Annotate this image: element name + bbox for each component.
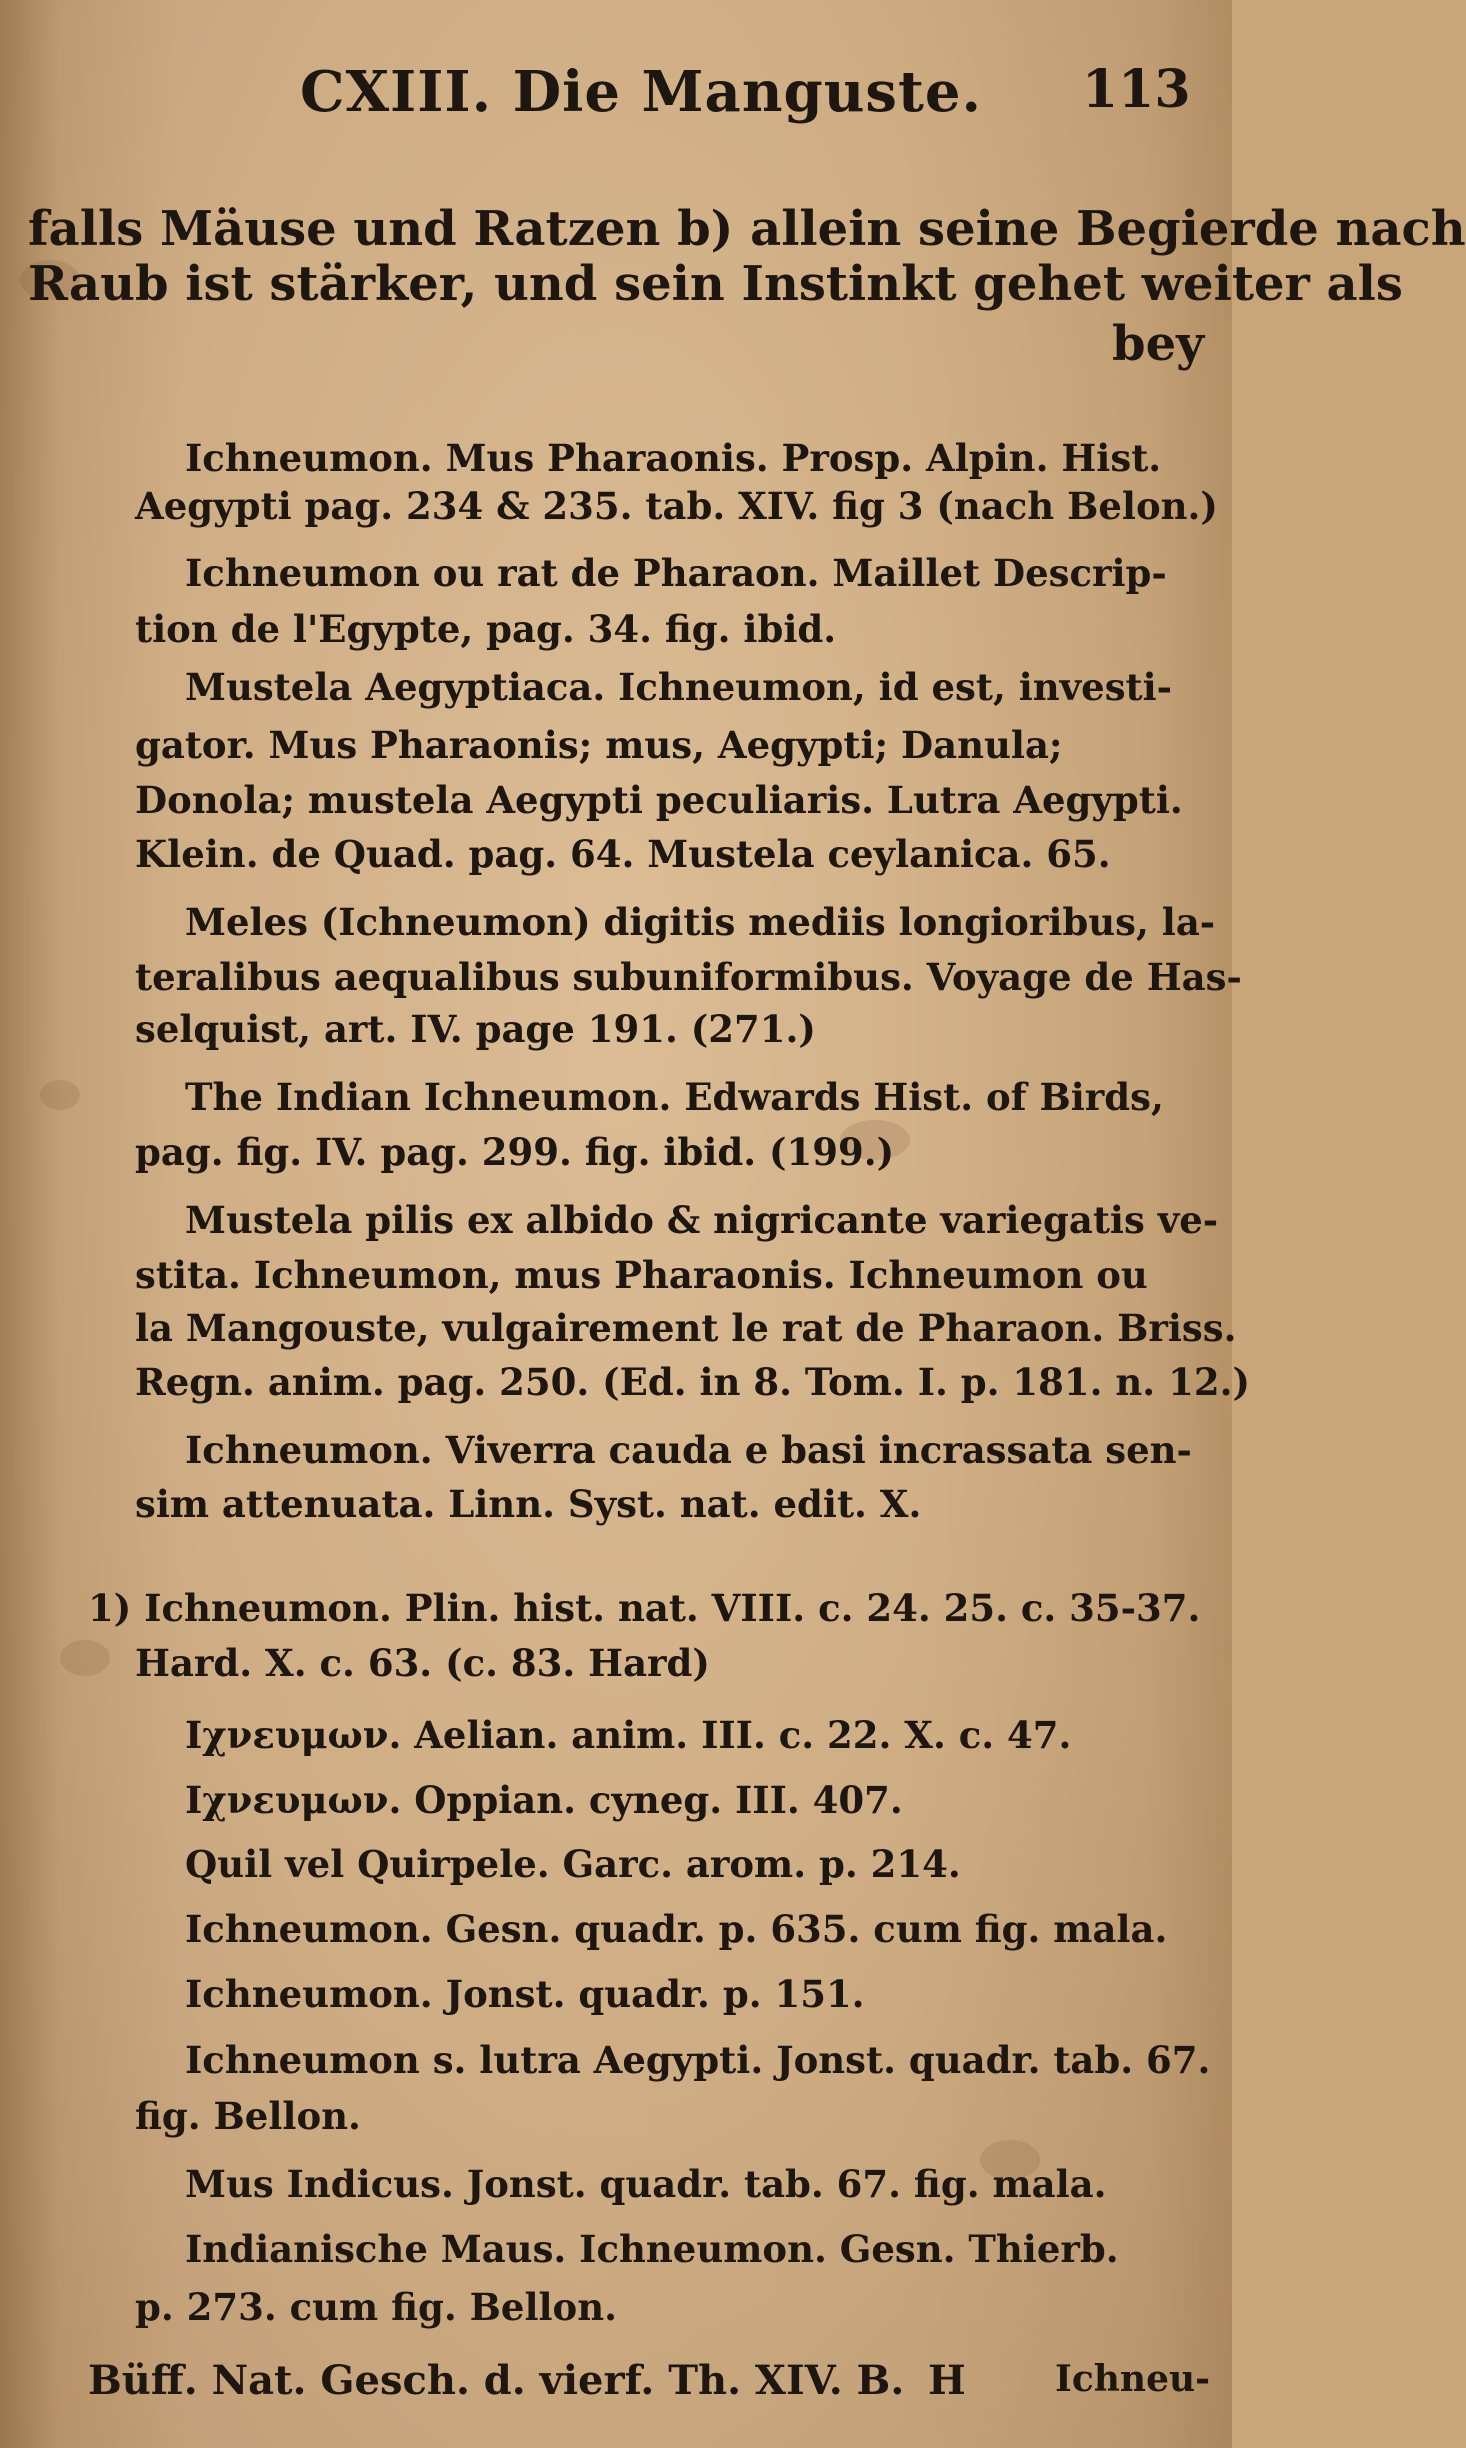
- running-header: CXIII. Die Manguste.: [300, 59, 982, 125]
- footnote-line: Ιχνευμων. Oppian. cyneg. III. 407.: [185, 1778, 903, 1822]
- footnote-line: Ichneumon s. lutra Aegypti. Jonst. quadr. tab. 67.: [185, 2038, 1211, 2082]
- citation-line: la Mangouste, vulgairement le rat de Pharaon. Briss.: [135, 1306, 1237, 1350]
- footnote-line: Ichneumon. Gesn. quadr. p. 635. cum fig. mala.: [185, 1907, 1168, 1951]
- footnote-line: 1) Ichneumon. Plin. hist. nat. VIII. c. 24. 25. c. 35-37.: [88, 1586, 1201, 1630]
- citation-line: Aegypti pag. 234 & 235. tab. XIV. fig 3 (nach Belon.): [135, 484, 1218, 528]
- citation-line: tion de l'Egypte, pag. 34. fig. ibid.: [135, 607, 837, 651]
- footnote-line: Ιχνευμων. Aelian. anim. III. c. 22. X. c. 47.: [185, 1713, 1072, 1757]
- footnote-line: Indianische Maus. Ichneumon. Gesn. Thierb.: [185, 2227, 1119, 2271]
- page-number: 113: [1082, 59, 1191, 120]
- signature-line: Büff. Nat. Gesch. d. vierf. Th. XIV. B.: [88, 2357, 905, 2404]
- footnote-line: Quil vel Quirpele. Garc. arom. p. 214.: [185, 1842, 961, 1886]
- footnote-line: Ichneumon. Jonst. quadr. p. 151.: [185, 1972, 865, 2016]
- citation-line: Ichneumon. Mus Pharaonis. Prosp. Alpin. Hist.: [185, 436, 1162, 480]
- citation-line: Ichneumon ou rat de Pharaon. Maillet Descrip-: [185, 551, 1167, 595]
- citation-line: teralibus aequalibus subuniformibus. Voyage de Has-: [135, 955, 1242, 999]
- sheet-mark: H: [928, 2357, 966, 2404]
- body-line: bey: [1112, 316, 1204, 372]
- footnote-line: Hard. X. c. 63. (c. 83. Hard): [135, 1641, 710, 1685]
- citation-line: stita. Ichneumon, mus Pharaonis. Ichneumon ou: [135, 1253, 1148, 1297]
- body-line: falls Mäuse und Ratzen b) allein seine Begierde nach: [28, 201, 1466, 257]
- citation-line: sim attenuata. Linn. Syst. nat. edit. X.: [135, 1482, 922, 1526]
- citation-line: Regn. anim. pag. 250. (Ed. in 8. Tom. I. p. 181. n. 12.): [135, 1360, 1250, 1404]
- citation-line: Mustela Aegyptiaca. Ichneumon, id est, investi-: [185, 665, 1173, 709]
- footnote-line: Mus Indicus. Jonst. quadr. tab. 67. fig. mala.: [185, 2162, 1107, 2206]
- footnote-line: p. 273. cum fig. Bellon.: [135, 2285, 618, 2329]
- citation-line: selquist, art. IV. page 191. (271.): [135, 1007, 816, 1051]
- citation-line: Klein. de Quad. pag. 64. Mustela ceylanica. 65.: [135, 832, 1111, 876]
- citation-line: gator. Mus Pharaonis; mus, Aegypti; Danula;: [135, 723, 1063, 767]
- citation-line: pag. fig. IV. pag. 299. fig. ibid. (199.): [135, 1130, 895, 1174]
- citation-line: Meles (Ichneumon) digitis mediis longioribus, la-: [185, 900, 1216, 944]
- citation-line: Ichneumon. Viverra cauda e basi incrassata sen-: [185, 1428, 1192, 1472]
- citation-line: The Indian Ichneumon. Edwards Hist. of Birds,: [185, 1075, 1164, 1119]
- citation-line: Donola; mustela Aegypti peculiaris. Lutra Aegypti.: [135, 778, 1183, 822]
- stain-spot: [40, 1080, 80, 1110]
- catchword: Ichneu-: [1055, 2358, 1211, 2400]
- stain-spot: [60, 1640, 110, 1676]
- footnote-line: fig. Bellon.: [135, 2094, 361, 2138]
- citation-line: Mustela pilis ex albido & nigricante variegatis ve-: [185, 1198, 1219, 1242]
- body-line: Raub ist stärker, und sein Instinkt gehet weiter als: [28, 256, 1403, 312]
